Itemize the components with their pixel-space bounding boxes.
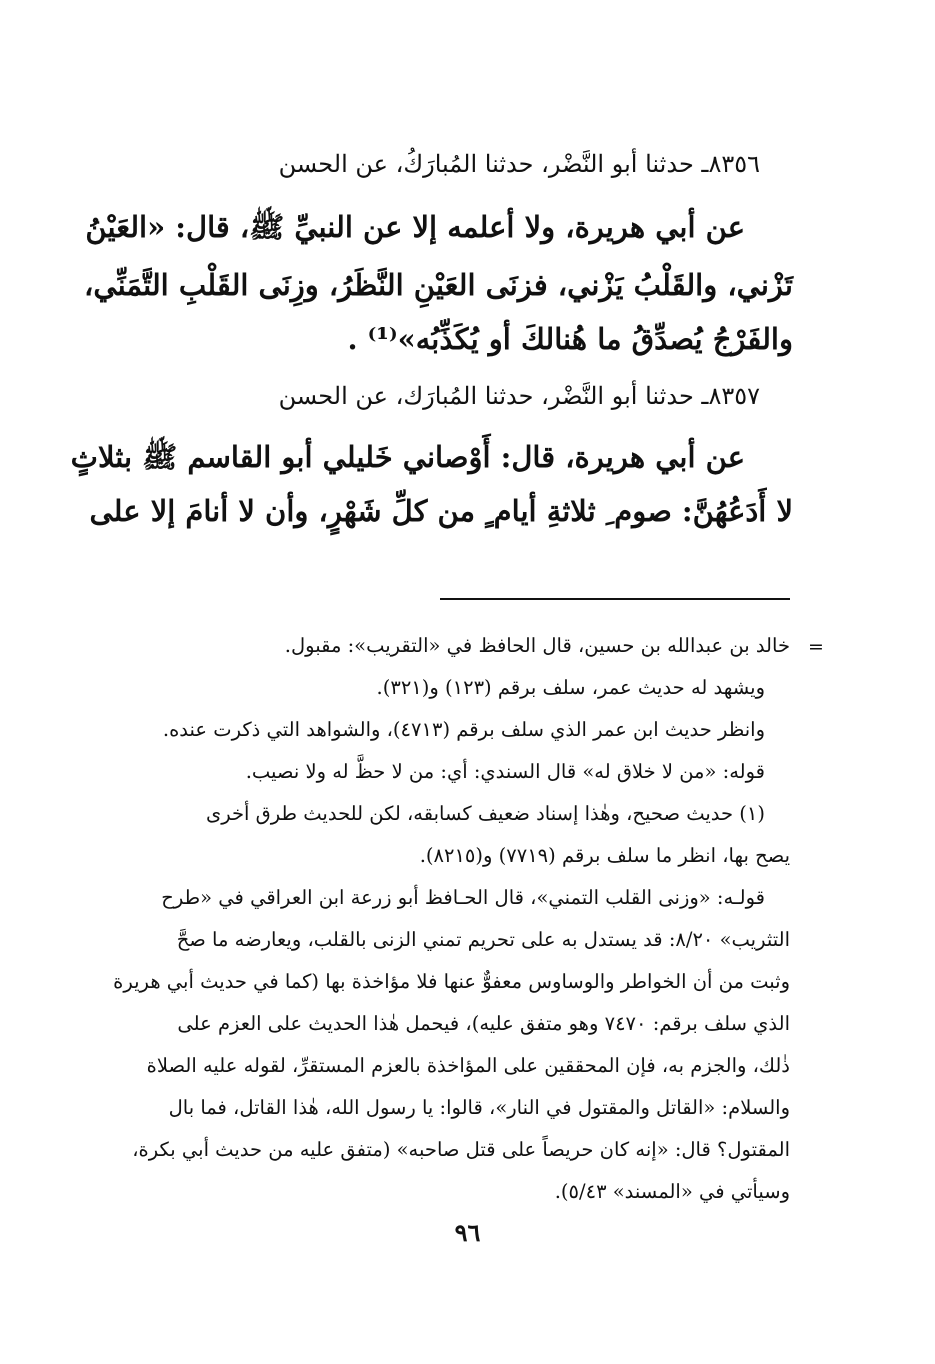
- footnote-line-3: وانظر حديث ابن عمر الذي سلف برقم (٤٧١٣)، والشواهد التي ذكرت عنده.: [162, 718, 765, 741]
- footnote-line-13: المقتول؟ قال: «إنه كان حريصاً على قتل صاحبه» (متفق عليه من حديث أبي بكرة،: [132, 1138, 790, 1161]
- footnote-line-8: التثريب» ٨/٢٠: قد يستدل به على تحريم تمني الزنى بالقلب، ويعارضه ما صحَّ: [176, 928, 790, 951]
- footnote-line-1: خالد بن عبدالله بن حسين، قال الحافظ في «التقريب»: مقبول.: [284, 634, 790, 657]
- footnote-line-10: الذي سلف برقم: ٧٤٧٠ وهو متفق عليه)، فيحمل هٰذا الحديث على العزم على: [177, 1012, 790, 1035]
- footnote-line-12: والسلام: «القاتل والمقتول في النار»، قالوا: يا رسول الله، هٰذا القاتل، فما بال: [168, 1096, 790, 1119]
- hadith-8356-matn-line-1: عن أبي هريرة، ولا أعلمه إلا عن النبيِّ ﷺ، قال: «العَيْنُ: [85, 210, 745, 244]
- footnote-line-6: يصح بها، انظر ما سلف برقم (٧٧١٩) و(٨٢١٥).: [419, 844, 790, 867]
- hadith-8357-matn-line-2: لا أَدَعُهُنَّ: صوم ِ ثلاثةِ أيام ٍ من كلِّ شَهْرٍ، وأن لا أنامَ إلا على: [89, 494, 793, 528]
- footnote-line-7: قولـه: «وزنى القلب التمني»، قال الحـافظ أبو زرعة ابن العراقي في «طرح: [161, 886, 765, 909]
- footnote-line-5: (١) حديث صحيح، وهٰذا إسناد ضعيف كسابقه، لكن للحديث طرق أخرى: [205, 802, 765, 825]
- hadith-8356-matn-line-3: والفَرْجُ يُصدِّقُ ما هُنالكَ أو يُكَذِّبُه»⁽¹⁾ .: [347, 322, 793, 356]
- footnote-line-2: ويشهد له حديث عمر، سلف برقم (١٢٣) و(٣٢١).: [376, 676, 765, 699]
- footnote-continuation-marker: =: [808, 636, 824, 658]
- page-number: ٩٦: [454, 1218, 481, 1247]
- footnote-separator: [440, 598, 790, 600]
- footnote-line-9: وثبت من أن الخواطر والوساوس معفوٌّ عنها فلا مؤاخذة بها (كما في حديث أبي هريرة: [113, 970, 790, 993]
- hadith-8357-isnad: ٨٣٥٧ـ حدثنا أبو النَّضْر، حدثنا المُبارَك، عن الحسن: [278, 382, 760, 410]
- footnote-line-4: قوله: «من لا خلاق له» قال السندي: أي: من لا حظَّ له ولا نصيب.: [245, 760, 765, 783]
- footnote-line-14: وسيأتي في «المسند» ٥/٤٣).: [554, 1180, 790, 1203]
- footnote-line-11: ذٰلك، والجزم به، فإن المحققين على المؤاخذة بالعزم المستقرِّ، لقوله عليه الصلاة: [146, 1054, 790, 1077]
- hadith-8356-matn-line-2: تَزْني، والقَلْبُ يَزْني، فزنَى العَيْنِ النَّظَرُ، وزِنَى القَلْبِ التَّمَنِّي،: [84, 268, 793, 302]
- hadith-8357-matn-line-1: عن أبي هريرة، قال: أَوْصاني خَليلي أبو القاسم ﷺ بثلاثٍ: [70, 440, 745, 474]
- hadith-8356-isnad: ٨٣٥٦ـ حدثنا أبو النَّضْر، حدثنا المُبارَكُ، عن الحسن: [278, 150, 760, 178]
